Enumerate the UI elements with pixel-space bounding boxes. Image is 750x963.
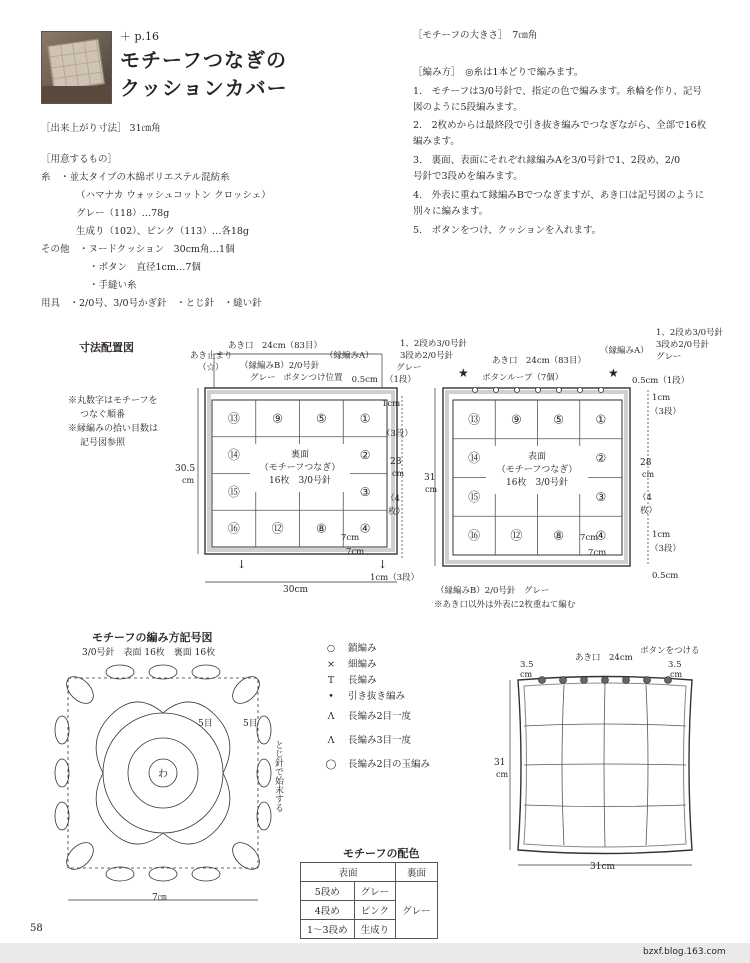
motif-order-number: ⑬ (227, 411, 240, 426)
front-label-mai: 枚） (640, 506, 658, 516)
step3b: 号針で3段めを編みます。 (413, 171, 523, 182)
button-loop (536, 388, 541, 393)
cushion-31-cm: cm (496, 770, 509, 779)
front-label-1cm: 1cm (652, 393, 671, 403)
label-gray: グレー (250, 373, 276, 383)
label-30cm: 30cm (283, 585, 309, 595)
color-row-round: 5段め (301, 882, 355, 901)
motif-width-label: 7㎝ (152, 893, 167, 903)
legend-label: 長編み3目一度 (348, 735, 412, 746)
front-label-edgeA: （縁編みA） (600, 346, 649, 356)
motif-order-number: ⑫ (271, 521, 284, 536)
front-center-label2: （モチーフつなぎ） (496, 465, 578, 475)
materials-title: ［用意するもの］ (41, 154, 118, 165)
cushion-akiguchi: あき口 24cm (575, 653, 633, 663)
svg-text:↓: ↓ (237, 558, 247, 571)
yarn-line4: 生成り（102）、ピンク（113）…各18g (76, 226, 249, 237)
front-label-edgeB: （縁編みB）2/0号針 グレー (436, 586, 550, 596)
layout-diagram-title: 寸法配置図 (79, 341, 134, 354)
step1a: 1. モチーフは3/0号針で、指定の色で編みます。糸輪を作り、記号 (413, 86, 702, 97)
label-4mai: （4 (386, 494, 400, 504)
legend-symbol-icon: Λ (327, 711, 335, 722)
legend-symbol-icon: Λ (327, 735, 335, 746)
front-label-7cm-b: 7cm (588, 548, 607, 558)
front-label-31: 31 (424, 473, 436, 483)
method-title: ［編み方］ ◎糸は1本どりで編みます。 (413, 67, 584, 78)
motif-order-number: ⑧ (315, 521, 327, 536)
legend-item (318, 708, 411, 722)
motif-order-number: ② (595, 451, 607, 466)
color-row-color: グレー (354, 882, 396, 901)
svg-text:↓: ↓ (378, 558, 388, 571)
motif-order-number: ④ (595, 528, 607, 543)
cushion-35b-cm: cm (670, 670, 683, 679)
legend-label: 長編み2目一度 (348, 711, 412, 722)
other-line2: ・ボタン 直径1cm…7個 (89, 262, 201, 273)
motif-order-number: ⑨ (272, 411, 284, 426)
cushion-button (623, 677, 630, 684)
legend-label: 引き抜き編み (348, 691, 406, 702)
back-layout-diagram (170, 336, 467, 596)
label-1cm: 1cm (382, 399, 401, 409)
step3a: 3. 裏面、表面にそれぞれ縁編みAを3/0号針で1、2段め、2/0 (413, 155, 681, 166)
cushion-35b: 3.5 (668, 660, 682, 670)
motif-order-number: ⑫ (510, 528, 523, 543)
cushion-illustration (490, 645, 720, 875)
front-layout-diagram (420, 325, 723, 615)
motif-order-number: ⑧ (553, 528, 565, 543)
motif-order-number: ⑬ (468, 412, 481, 427)
site-watermark: bzxf.blog.163.com (643, 947, 726, 957)
motif-order-number: ⑤ (553, 412, 565, 427)
front-label-gray: グレー (656, 352, 682, 362)
motif-chart-title: モチーフの編み方記号図 (92, 631, 213, 644)
step1b: 図のように5段編みます。 (413, 102, 523, 113)
footer-bar (0, 943, 750, 963)
motif-order-number: ⑤ (315, 411, 327, 426)
motif-order-number: ⑭ (468, 451, 481, 466)
motif-row5b-label: 5目 (243, 719, 258, 729)
label-1row: （1段） (385, 375, 416, 385)
svg-text:★: ★ (608, 366, 619, 380)
motif-order-number: ⑭ (227, 448, 240, 463)
front-label-loop: ボタンループ（7個） (482, 373, 564, 383)
front-center-label1: 表面 (527, 452, 547, 462)
button-loop (494, 388, 499, 393)
label-28: 28 (390, 457, 402, 467)
cushion-31w: 31cm (590, 862, 616, 872)
legend-symbol-icon: • (328, 691, 334, 702)
step4b: 別々に編みます。 (413, 206, 489, 217)
label-28-cm: cm (392, 469, 405, 478)
label-akiguchi: あき口 24cm（83目） (228, 341, 322, 351)
page-title-line1: モチーフつなぎの (120, 48, 287, 72)
yarn-line3: グレー（118）…78g (76, 208, 170, 219)
label-05: 0.5cm (351, 375, 378, 385)
legend-symbol-icon: ○ (326, 643, 336, 654)
label-305-cm: cm (182, 476, 195, 485)
motif-order-number: ① (359, 411, 371, 426)
label-button-pos: ボタンつけ位置 (283, 373, 343, 383)
chair-photo (42, 86, 111, 103)
button-loop (557, 388, 562, 393)
front-label-28-cm: cm (642, 470, 655, 479)
label-305: 30.5 (175, 464, 196, 474)
front-label-05: 0.5cm（1段） (632, 376, 690, 386)
label-edgeB: （縁編みB）2/0号針 (240, 361, 320, 371)
step2a: 2. 2枚めからは最終段で引き抜き編みでつなぎながら、全部で16枚 (413, 120, 707, 131)
front-label-05-b: 0.5cm (652, 571, 679, 581)
legend-label: 長編み (348, 675, 377, 686)
page-title-line2: クッションカバー (120, 76, 288, 100)
legend-item (318, 732, 411, 746)
front-label-7cm-a: 7cm (580, 533, 599, 543)
front-label-3dan: （3段） (650, 407, 681, 417)
motif-order-number: ⑮ (227, 484, 240, 499)
color-table (300, 862, 438, 939)
other-line1: その他 ・ヌードクッション 30cm角…1個 (41, 244, 235, 255)
front-label-1cm-b: 1cm (652, 530, 671, 540)
cushion-button (560, 677, 567, 684)
step4a: 4. 外表に重ねて縁編みBでつなぎますが、あき口は記号図のように (413, 190, 705, 201)
motif-order-number: ③ (359, 484, 371, 499)
motif-size: ［モチーフの大きさ］ 7㎝角 (413, 30, 538, 41)
cushion-button (581, 677, 588, 684)
other-line3: ・手縫い糸 (89, 280, 137, 291)
back-center-label3: 16枚 3/0号針 (269, 476, 331, 486)
color-row-color: ピンク (354, 901, 396, 920)
motif-chart-subtitle: 3/0号針 表面 16枚 裏面 16枚 (82, 648, 216, 658)
motif-order-number: ② (359, 448, 371, 463)
finished-size: ［出来上がり寸法］ 31㎝角 (41, 123, 161, 134)
legend-symbol-icon: × (327, 659, 335, 670)
front-label-31-cm: cm (425, 485, 438, 494)
front-label-28: 28 (640, 458, 652, 468)
motif-order-number: ⑯ (227, 521, 240, 536)
color-table-back-header: 裏面 (396, 863, 438, 882)
color-back-cell: グレー (396, 882, 438, 939)
diagram-note1: ※丸数字はモチーフを つなぐ順番 ※縁編みの拾い目数は 記号図参照 (68, 396, 159, 448)
button-loop (599, 388, 604, 393)
label-1cm-3: 1cm（3段） (370, 573, 420, 583)
yarn-line2: （ハマナカ ウォッシュコットン クロッシェ） (76, 190, 271, 201)
legend-item (318, 656, 377, 670)
legend-item (318, 688, 405, 702)
color-row-round: 4段め (301, 901, 355, 920)
legend-symbol-icon: ◯ (325, 759, 337, 770)
back-center-label2: （モチーフつなぎ） (259, 463, 341, 473)
back-center-label1: 裏面 (290, 450, 310, 460)
page-number: 58 (30, 923, 43, 934)
front-label-4mai: （4 (638, 493, 652, 503)
motif-order-number: ⑮ (468, 489, 481, 504)
cushion-photo (47, 39, 105, 92)
label-7cm-a: 7cm (341, 533, 360, 543)
color-table-title: モチーフの配色 (343, 847, 420, 860)
motif-center-label: わ (158, 769, 168, 780)
motif-side-note: とじ針で始末する (273, 740, 283, 812)
label-mai: 枚） (388, 507, 406, 517)
step5: 5. ボタンをつけ、クッションを入れます。 (413, 225, 602, 236)
legend-label: 細編み (348, 659, 377, 670)
label-gray2: グレー (396, 363, 422, 373)
front-label-row3: 3段め2/0号針 (656, 340, 710, 350)
cushion-button (644, 677, 651, 684)
label-rows12: 1、2段め3/0号針 (400, 339, 467, 349)
motif-order-number: ⑯ (468, 528, 481, 543)
legend-label: 長編み2目の玉編み (348, 759, 431, 770)
yarn-line1: 糸 ・並太タイプの木綿ポリエステル混紡糸 (41, 172, 230, 183)
legend-label: 鎖編み (348, 643, 377, 654)
front-label-3dan-b: （3段） (650, 544, 681, 554)
motif-order-number: ③ (595, 489, 607, 504)
label-row3: 3段め2/0号針 (400, 351, 454, 361)
button-loop (515, 388, 520, 393)
motif-order-number: ⑨ (510, 412, 522, 427)
page-reference: ＋ p.16 (120, 30, 160, 43)
motif-symbol-chart (40, 660, 290, 915)
cushion-31: 31 (494, 758, 506, 768)
cushion-button (602, 677, 609, 684)
motif-row5-label: 5目 (198, 719, 213, 729)
front-note: ※あき口以外は外表に2枚重ねて編む (434, 600, 576, 610)
legend-symbol-icon: T (327, 675, 335, 686)
front-label-rows12: 1、2段め3/0号針 (656, 328, 723, 338)
button-loop (473, 388, 478, 393)
front-label-akiguchi: あき口 24cm（83目） (492, 356, 586, 366)
legend-item (318, 756, 430, 770)
svg-text:★: ★ (458, 366, 469, 380)
label-star: （☆） (198, 363, 224, 373)
label-7cm-b: 7cm (346, 547, 365, 557)
label-akidomari: あき止まり (190, 351, 233, 361)
legend-item (318, 672, 377, 686)
color-row-color: 生成り (354, 920, 396, 939)
product-photo (41, 31, 112, 104)
label-3dan: （3段） (382, 429, 413, 439)
cushion-35a: 3.5 (520, 660, 534, 670)
motif-order-number: ④ (359, 521, 371, 536)
cushion-button (539, 677, 546, 684)
cushion-35a-cm: cm (520, 670, 533, 679)
motif-order-number: ① (595, 412, 607, 427)
color-row-round: 1〜3段め (301, 920, 355, 939)
label-edgeA: （縁編みA） (325, 351, 374, 361)
button-loop (578, 388, 583, 393)
legend-item (318, 640, 377, 654)
color-table-front-header: 表面 (301, 863, 396, 882)
step2b: 編みます。 (413, 136, 460, 147)
tools-line: 用具 ・2/0号、3/0号かぎ針 ・とじ針 ・縫い針 (41, 298, 262, 309)
cushion-button-label: ボタンをつける (640, 646, 700, 656)
front-center-label3: 16枚 3/0号針 (506, 478, 568, 488)
